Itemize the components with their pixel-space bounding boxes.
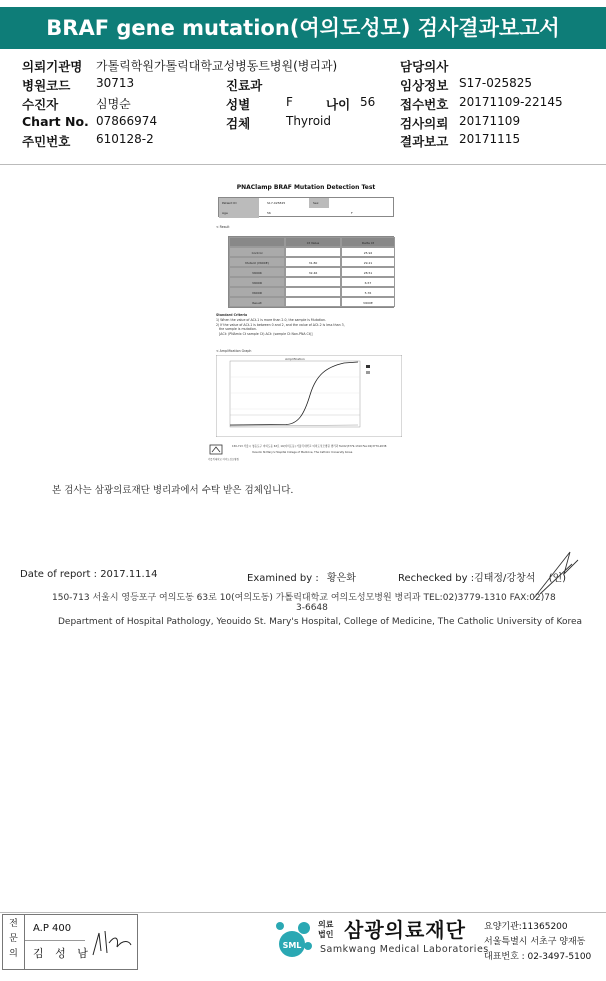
examined-by — [247, 569, 356, 584]
institution-label: 의뢰기관명 — [22, 59, 83, 74]
recipient-label: 수진자 — [22, 97, 59, 112]
corp-label-2: 법인 — [318, 930, 334, 939]
table-cell: V600D — [229, 287, 285, 297]
stamp-side-char: 문 — [9, 934, 18, 944]
table-header-cell — [229, 237, 285, 247]
footer-org: Yeouido St.Mary's Hospital College of Medicine, The Catholic University Korea — [252, 451, 353, 454]
stamp-name: 김 성 남 — [33, 947, 92, 960]
report-date-value: 20171115 — [459, 132, 521, 146]
test-title: PNAClamp BRAF Mutation Detection Test — [236, 184, 376, 191]
corp-label — [318, 920, 333, 940]
table-cell: 25.92 — [341, 247, 395, 257]
corp-label-1: 의료 — [318, 920, 334, 929]
receipt-label: 접수번호 — [400, 97, 449, 112]
table-header-cell: Ct Value — [285, 237, 341, 247]
table-cell: V600R — [229, 277, 285, 287]
table-cell: 5.76 — [341, 287, 395, 297]
age-label: 나이 — [326, 97, 351, 112]
standard-line: [ΔCt: (PNAmix Ct sample Ct) ΔCt: (sample Ct Non-PNA Ct)] — [216, 331, 313, 336]
graph-label: < Amplification Graph — [216, 349, 252, 353]
age-value-doc: 56 — [267, 211, 271, 215]
lab-address: 150-713 서울시 영등포구 여의도동 63로 10(여의도동) 가톨릭대학교 여의도성모병원 병리과 TEL:02)3779-1310 FAX:02)78 — [52, 593, 556, 603]
table-cell: 28.51 — [341, 267, 395, 277]
table-cell: 29.21 — [341, 257, 395, 267]
patient-id-label: Patient ID — [222, 201, 237, 205]
hospital-logo-icon — [208, 443, 224, 457]
table-cell: 6.57 — [341, 277, 395, 287]
pathologist-stamp — [2, 914, 138, 970]
sex-label: 성별 — [226, 97, 251, 112]
stamp-code: A.P 400 — [33, 923, 72, 934]
stamp-side-label — [3, 915, 25, 969]
table-cell — [285, 277, 341, 287]
receipt-value: 20171109-22145 — [459, 95, 563, 109]
table-cell: V600E — [341, 297, 395, 307]
logo-caption: 가톨릭대학교 여의도성모병원 — [208, 458, 239, 461]
sex-label-doc: Sex — [313, 201, 319, 205]
request-label: 검사의뢰 — [400, 116, 449, 131]
standard-line: the sample is mutation. — [216, 327, 257, 331]
institution-code: 요양기관:11365200 — [484, 922, 568, 932]
clinical-info-label: 임상정보 — [400, 78, 449, 93]
table-header-cell: Delta Ct — [341, 237, 395, 247]
institution-value: 가톨릭학원가톨릭대학교성병동트병원(병리과) — [96, 59, 338, 73]
stamp-signature — [89, 925, 135, 959]
hospital-code-value: 30713 — [96, 76, 135, 90]
standard-label: Standard Criteria — [216, 313, 248, 317]
table-cell — [285, 247, 341, 257]
table-cell: 31.80 — [285, 257, 341, 267]
logo-text: SML — [282, 941, 302, 950]
age-label-doc: Age — [222, 211, 228, 215]
standard-line: 2) If the value of ΔCt-1 is between 0 and 2, and the value of ΔCt-2 is less than 3, — [216, 322, 345, 327]
report-date-label: 결과보고 — [400, 134, 449, 149]
sml-logo-icon — [268, 914, 318, 964]
standard-criteria — [216, 318, 396, 336]
report-date — [20, 569, 157, 580]
specimen-label: 검체 — [226, 116, 251, 131]
result-label: < Result — [216, 225, 230, 229]
amplification-graph — [216, 355, 402, 437]
recipient-value: 심명순 — [96, 97, 131, 111]
footer-divider — [0, 912, 606, 913]
stamp-side-char: 전 — [9, 919, 18, 929]
rechecked-value: 김태정/강창석 — [474, 573, 536, 584]
delegation-statement: 본 검사는 삼광의료재단 병리과에서 수탁 받은 검체입니다. — [52, 485, 294, 496]
department-line: Department of Hospital Pathology, Yeouido St. Mary's Hospital, College of Medicine, The Catholic University of Korea — [58, 617, 583, 627]
table-cell: 32.46 — [285, 267, 341, 277]
table-cell: Control — [229, 247, 285, 257]
id-value: 610128-2 — [96, 132, 154, 146]
table-cell: V600K — [229, 267, 285, 277]
main-phone: 대표번호 : 02-3497-5100 — [484, 952, 592, 962]
table-cell — [285, 287, 341, 297]
embedded-test-report — [208, 181, 404, 471]
lab-address-cont: 3-6648 — [296, 603, 328, 613]
sex-value: F — [286, 95, 293, 109]
chart-value: 07866974 — [96, 114, 158, 128]
doctor-label: 담당의사 — [400, 59, 449, 74]
standard-line: 1) When the value of ΔCt-1 is more than 2.0, the sample is Mutation. — [216, 318, 327, 322]
report-date-value-text: 2017.11.14 — [100, 569, 158, 580]
request-value: 20171109 — [459, 114, 521, 128]
clinical-info-value: S17-025825 — [459, 76, 533, 90]
age-value: 56 — [360, 95, 376, 109]
examined-value: 황은화 — [326, 573, 356, 584]
table-cell: Mutant (V600E) — [229, 257, 285, 267]
seal-mark: (인) — [548, 573, 567, 584]
divider — [0, 164, 606, 165]
id-label: 주민번호 — [22, 134, 71, 149]
report-date-label-text: Date of report : — [20, 569, 97, 580]
patient-box — [218, 197, 394, 217]
org-address: 서울특별시 서초구 양재동 — [484, 937, 586, 947]
dept-label: 진료과 — [226, 78, 263, 93]
results-table — [228, 236, 394, 308]
chart-label: Chart No. — [22, 114, 89, 129]
table-cell: Result — [229, 297, 285, 307]
org-name: 삼광의료재단 — [344, 918, 466, 942]
sex-value-doc: F — [351, 211, 353, 215]
stamp-side-char: 의 — [9, 949, 18, 959]
table-cell — [285, 297, 341, 307]
graph-title: Amplification — [285, 357, 305, 361]
footer-address: 150-713 서울시 영등포구 여의도동 63로 10(여의도동) 가톨릭대학교 여의도성모병원 병리과 Tel:02)3779-1310 Fax:02)3779-2038 — [232, 445, 387, 448]
specimen-value: Thyroid — [286, 114, 331, 128]
org-name-en: Samkwang Medical Laboratories — [320, 944, 489, 955]
report-title: BRAF gene mutation(여의도성모) 검사결과보고서 — [0, 7, 606, 49]
hospital-code-label: 병원코드 — [22, 78, 71, 93]
examined-label: Examined by : — [247, 573, 319, 584]
rechecked-label: Rechecked by : — [398, 573, 475, 584]
patient-id-value: S17-025825 — [267, 201, 286, 205]
